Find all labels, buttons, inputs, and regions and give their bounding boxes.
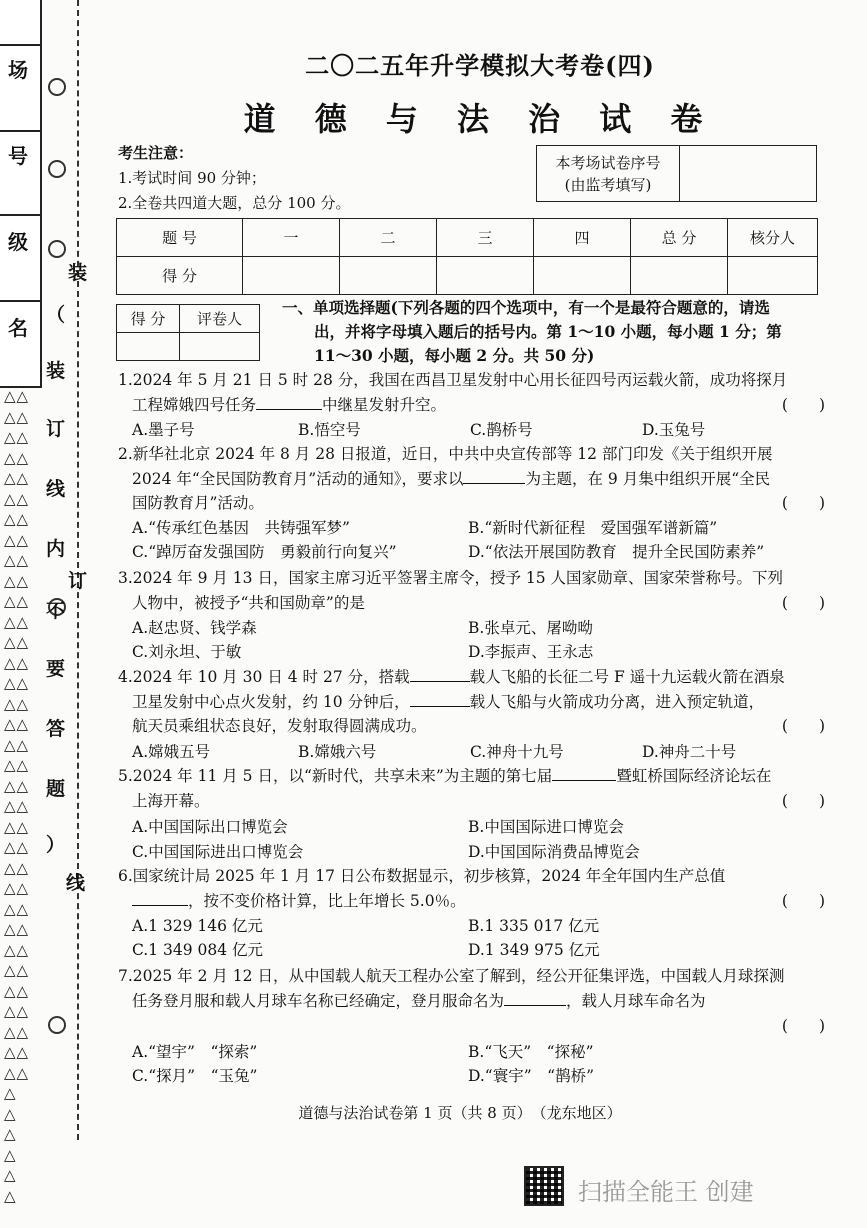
- section-1-instructions: [282, 296, 822, 368]
- option-d[interactable]: D.中国国际消费品博览会: [468, 843, 640, 861]
- grader-score-cell[interactable]: [117, 333, 180, 361]
- binding-hole: [48, 1016, 66, 1034]
- side-label-class: 级: [8, 230, 28, 254]
- option-b[interactable]: B.“新时代新征程 爱国强军谱新篇”: [468, 519, 718, 537]
- option-b[interactable]: B.1 335 017 亿元: [468, 917, 600, 935]
- exam-series-title: 二〇二五年升学模拟大考卷(四): [305, 51, 655, 80]
- answer-bracket[interactable]: ( ): [781, 792, 825, 810]
- option-a[interactable]: A.嫦娥五号: [132, 743, 211, 761]
- binding-char: 线: [46, 478, 66, 500]
- binding-char: 题: [46, 778, 66, 800]
- grader-header-cell: 评卷人: [179, 305, 259, 333]
- score-header-cell: 四: [534, 219, 631, 257]
- score-cell[interactable]: [243, 257, 340, 295]
- grader-name-cell[interactable]: [179, 333, 259, 361]
- qr-code-icon: [524, 1166, 564, 1206]
- score-header-cell: 三: [437, 219, 534, 257]
- section-1-line: 出，并将字母填入题后的括号内。第 1～10 小题，每小题 1 分；第: [314, 322, 782, 341]
- option-c[interactable]: C.鹊桥号: [470, 421, 533, 439]
- notice-title: 考生注意：: [118, 144, 194, 162]
- notice-item-2: 2.全卷共四道大题，总分 100 分。: [118, 194, 351, 212]
- option-d[interactable]: D.1 349 975 亿元: [468, 941, 600, 959]
- option-a[interactable]: A.“望宇” “探索”: [132, 1043, 258, 1061]
- option-b[interactable]: B.悟空号: [298, 421, 361, 439]
- answer-blank: [552, 766, 616, 781]
- question-text: 1.2024 年 5 月 21 日 5 时 28 分，我国在西昌卫星发射中心用长征四号丙运载火箭，成功将探月: [118, 371, 788, 389]
- option-a[interactable]: A.1 329 146 亿元: [132, 917, 263, 935]
- answer-bracket[interactable]: ( ): [781, 594, 825, 612]
- side-box-top: [0, 0, 42, 46]
- question-text: 卫星发射中心点火发射，约 10 分钟后， 载人飞船与火箭成功分离，进入预定轨道，: [132, 692, 765, 711]
- option-c[interactable]: C.1 349 084 亿元: [132, 941, 264, 959]
- answer-blank: [256, 395, 322, 410]
- option-b[interactable]: B.“飞天” “探秘”: [468, 1043, 594, 1061]
- question-text: 2024 年“全民国防教育月”活动的通知》，要求以 为主题，在 9 月集中组织开展“全民: [132, 469, 771, 488]
- question-text: ，按不变价格计算，比上年增长 5.0％。: [118, 889, 824, 914]
- option-d[interactable]: D.神舟二十号: [642, 743, 737, 761]
- answer-blank: [410, 692, 470, 707]
- notice-item-1: 1.考试时间 90 分钟；: [118, 169, 266, 187]
- score-cell[interactable]: [340, 257, 437, 295]
- binding-char: 答: [46, 718, 66, 740]
- question-6: [118, 864, 824, 913]
- question-text: 国防教育月”活动。: [132, 494, 264, 512]
- binding-char: （: [46, 304, 66, 326]
- triangle-pattern: △△ △△ △△ △△ △△ △△ △△ △△ △△ △△ △△ △△ △△ △△ △△ △△ △△ △△ △△ △△ △△ △△ △△ △△ △△ △△ △△ △△ △△ △△ △△ △△ △△ △△ △ △ △ △ △ △: [4, 387, 30, 1205]
- question-3: [118, 566, 824, 615]
- serial-number-box: [536, 145, 817, 202]
- answer-blank: [410, 667, 470, 682]
- option-c[interactable]: C.“踔厉奋发强国防 勇毅前行向复兴”: [132, 543, 397, 561]
- question-2: [118, 442, 824, 516]
- option-c[interactable]: C.刘永坦、于敏: [132, 643, 242, 661]
- option-b[interactable]: B.嫦娥六号: [298, 743, 377, 761]
- page-footer: 道德与法治试卷第 1 页（共 8 页） （龙东地区）: [298, 1104, 622, 1122]
- score-table-header: [117, 219, 818, 257]
- score-cell[interactable]: [631, 257, 728, 295]
- question-text: 3.2024 年 9 月 13 日，国家主席习近平签署主席令，授予 15 人国家勋章、国家荣誉称号。下列: [118, 569, 784, 587]
- serial-number-field[interactable]: [680, 146, 817, 202]
- answer-blank: [504, 991, 566, 1006]
- question-7: [118, 964, 824, 1013]
- binding-char: 线: [66, 872, 86, 894]
- score-header-cell: 核分人: [728, 219, 818, 257]
- option-c[interactable]: C.中国国际进出口博览会: [132, 843, 304, 861]
- answer-bracket[interactable]: ( ): [781, 892, 825, 910]
- option-d[interactable]: D.玉兔号: [642, 421, 706, 439]
- section-1-line: 11～30 小题，每小题 2 分。共 50 分): [314, 346, 595, 365]
- binding-char: 装: [46, 360, 66, 382]
- score-cell[interactable]: [437, 257, 534, 295]
- score-header-cell: 二: [340, 219, 437, 257]
- answer-bracket[interactable]: ( ): [781, 1017, 825, 1035]
- binding-hole: [48, 160, 66, 178]
- answer-blank: [463, 469, 525, 484]
- binding-char: 装: [68, 262, 88, 284]
- question-text: 工程嫦娥四号任务 中继星发射升空。: [132, 395, 447, 414]
- question-5: [118, 764, 824, 813]
- question-text: 上海开幕。: [132, 791, 210, 810]
- question-text: 航天员乘组状态良好，发射取得圆满成功。: [132, 717, 427, 735]
- exam-subject-title: 道 德 与 法 治 试 卷: [243, 100, 717, 138]
- binding-char: 订: [68, 570, 88, 592]
- option-d[interactable]: D.李振声、王永志: [468, 643, 594, 661]
- score-cell[interactable]: [728, 257, 818, 295]
- option-d[interactable]: D.“依法开展国防教育 提升全民国防素养”: [468, 543, 765, 561]
- answer-bracket[interactable]: ( ): [781, 717, 825, 735]
- side-label-name: 名: [8, 316, 28, 340]
- option-a[interactable]: A.墨子号: [132, 421, 195, 439]
- answer-blank: [132, 891, 188, 906]
- question-1: [118, 368, 824, 417]
- section-grader-table: [116, 304, 260, 361]
- option-b[interactable]: B.中国国际进口博览会: [468, 818, 624, 836]
- section-1-line: 一、单项选择题(下列各题的四个选项中，有一个是最符合题意的，请选: [282, 298, 770, 317]
- scanner-watermark: 扫描全能王 创建: [578, 1178, 754, 1206]
- answer-bracket[interactable]: ( ): [781, 396, 825, 414]
- question-text: 6.国家统计局 2025 年 1 月 17 日公布数据显示，初步核算，2024 年全年国内生产总值: [118, 867, 726, 885]
- answer-bracket[interactable]: ( ): [781, 494, 825, 512]
- option-d[interactable]: D.“寰宇” “鹊桥”: [468, 1067, 594, 1085]
- question-text: 2.新华社北京 2024 年 8 月 28 日报道，近日，中共中央宣传部等 12 部门印发《关于组织开展: [118, 445, 773, 463]
- binding-char: 要: [46, 658, 66, 680]
- option-a[interactable]: A.赵忠贤、钱学森: [132, 619, 257, 637]
- option-a[interactable]: A.中国国际出口博览会: [132, 818, 288, 836]
- binding-char: 内: [46, 538, 66, 560]
- binding-hole: [48, 78, 66, 96]
- score-header-cell: 一: [243, 219, 340, 257]
- serial-label: 本考场试卷序号: [555, 153, 661, 172]
- question-text: 4.2024 年 10 月 30 日 4 时 27 分，搭载 载人飞船的长征二号 F 遥十九运载火箭在酒泉: [118, 668, 785, 686]
- score-row-label: 得 分: [117, 257, 243, 295]
- side-label-number: 号: [8, 144, 28, 168]
- question-text: 5.2024 年 11 月 5 日，以“新时代，共享未来”为主题的第七届 暨虹桥国际经济论坛在: [118, 767, 772, 785]
- question-text: 人物中，被授予“共和国勋章”的是: [132, 593, 365, 612]
- option-b[interactable]: B.张卓元、屠呦呦: [468, 619, 593, 637]
- grader-header-cell: 得 分: [117, 305, 180, 333]
- score-header-cell: 题 号: [117, 219, 243, 257]
- binding-char: 订: [46, 418, 66, 440]
- binding-char: ）: [46, 834, 66, 856]
- binding-char: 不: [46, 600, 66, 622]
- serial-sublabel: (由监考填写): [564, 175, 652, 194]
- side-label-venue: 场: [8, 58, 28, 82]
- question-4: [118, 665, 824, 739]
- score-cell[interactable]: [534, 257, 631, 295]
- binding-hole: [48, 240, 66, 258]
- score-table-row: [117, 257, 818, 295]
- question-text: 7.2025 年 2 月 12 日，从中国载人航天工程办公室了解到，经公开征集评选，中国载人月球探测: [118, 967, 785, 985]
- option-a[interactable]: A.“传承红色基因 共铸强军梦”: [132, 519, 350, 537]
- score-header-cell: 总 分: [631, 219, 728, 257]
- score-table: [116, 218, 818, 295]
- option-c[interactable]: C.神舟十九号: [470, 743, 564, 761]
- option-c[interactable]: C.“探月” “玉兔”: [132, 1067, 258, 1085]
- question-text: 任务登月服和载人月球车名称已经确定，登月服命名为 ，载人月球车命名为: [132, 991, 706, 1010]
